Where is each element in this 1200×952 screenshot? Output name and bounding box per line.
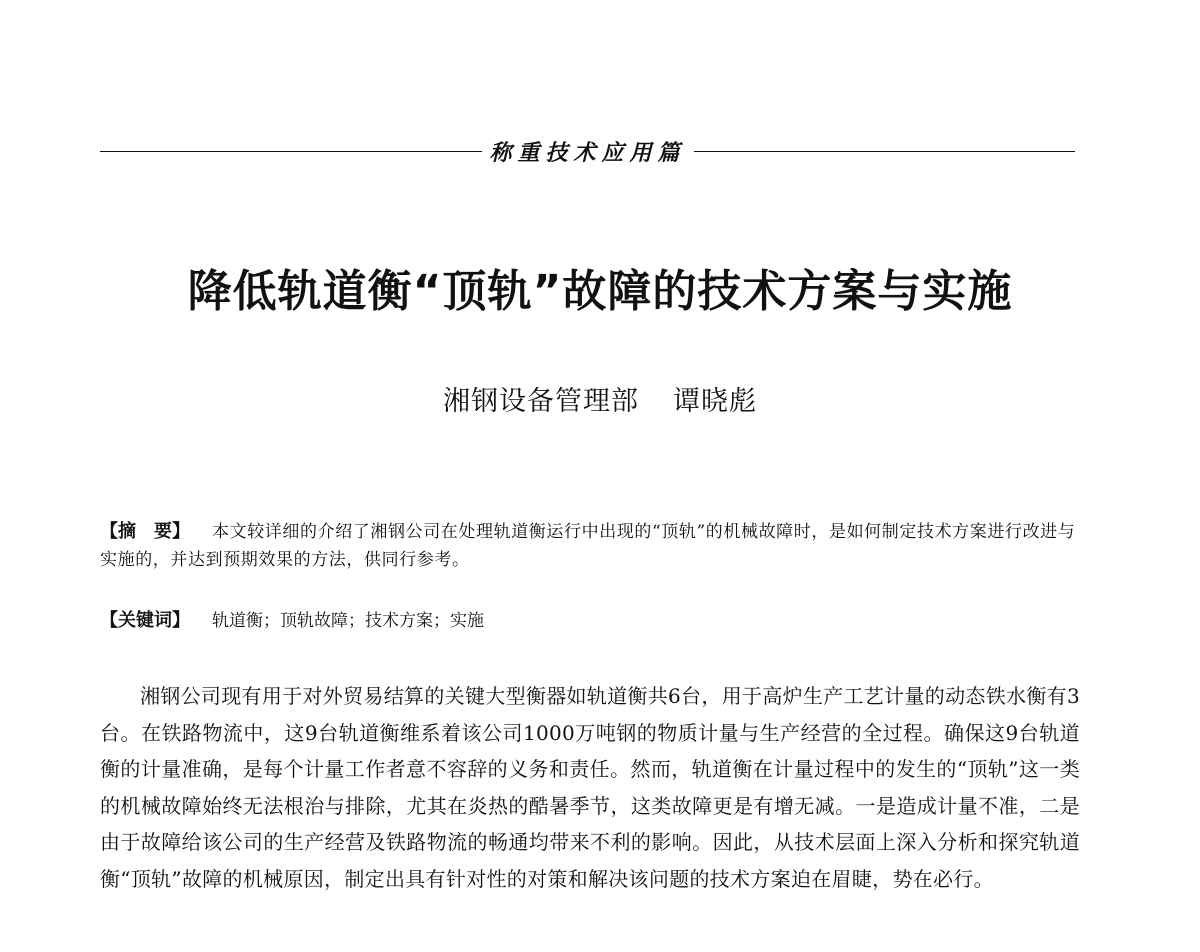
affiliation: 湘钢设备管理部 <box>443 386 639 417</box>
article-title: 降低轨道衡“顶轨”故障的技术方案与实施 <box>187 266 1013 317</box>
section-label: 称重技术应用篇 <box>489 140 686 166</box>
abstract <box>100 518 1080 574</box>
header-rule-right <box>694 151 1076 152</box>
author: 谭晓彪 <box>673 386 757 417</box>
body-paragraph: 湘钢公司现有用于对外贸易结算的关键大型衡器如轨道衡共6台，用于高炉生产工艺计量的动态铁水衡有3台。在铁路物流中，这9台轨道衡维系着该公司1000万吨钢的物质计量与生产经营的全过程。确保这9台轨道衡的计量准确，是每个计量工作者意不容辞的义务和责任。然而，轨道衡在计量过程中的发生的“顶轨”这一类的机械故障始终无法根治与排除，尤其在炎热的酷暑季节，这类故障更是有增无减。一是造成计量不准，二是由于故障给该公司的生产经营及铁路物流的畅通均带来不利的影响。因此，从技术层面上深入分析和探究轨道衡“顶轨”故障的机械原因，制定出具有针对性的对策和解决该问题的技术方案迫在眉睫，势在必行。 <box>100 684 1080 891</box>
section-header <box>100 134 1075 168</box>
abstract-text: 本文较详细的介绍了湘钢公司在处理轨道衡运行中出现的“顶轨”的机械故障时，是如何制定技术方案进行改进与实施的，并达到预期效果的方法，供同行参考。 <box>100 522 1076 570</box>
keywords <box>100 607 1080 635</box>
keywords-text: 轨道衡；顶轨故障；技术方案；实施 <box>212 611 484 631</box>
byline <box>0 382 1200 422</box>
abstract-label: 【摘 要】 <box>100 521 190 542</box>
header-rule-left <box>100 151 482 152</box>
keywords-label: 【关键词】 <box>100 610 190 631</box>
